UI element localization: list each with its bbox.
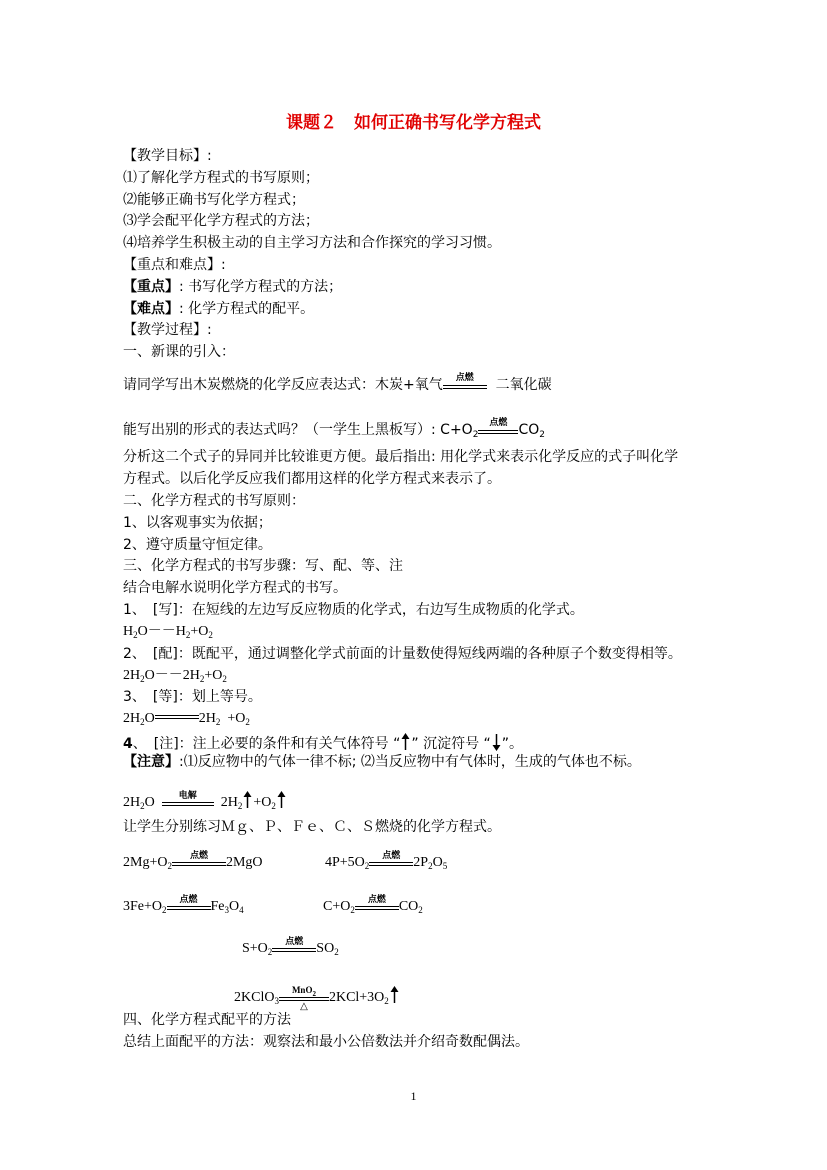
section3-heading: 三、化学方程式的书写步骤：写、配、等、注 — [123, 558, 403, 574]
objective-item: ⑷培养学生积极主动的自主学习方法和合作探究的学习习惯。 — [123, 235, 501, 251]
condition-label: 点燃 — [285, 936, 304, 946]
electrolysis-sign — [162, 790, 214, 806]
analysis-line: 分析这二个式子的异同并比较谁更方便。最后指出: 用化学式来表示化学反应的式子叫化学 — [123, 449, 679, 465]
step-balance: 2、 [配]：既配平，通过调整化学式前面的计量数使得短线两端的各种原子个数变得相等。 — [123, 646, 682, 662]
condition-label: 点燃 — [179, 894, 198, 904]
objective-item: ⑴了解化学方程式的书写原则； — [123, 170, 319, 186]
condition-label: 点燃 — [489, 418, 508, 428]
process-header: 【教学过程】: — [123, 322, 212, 338]
practice-line: 让学生分别练习Ｍｇ、Ｐ、Ｆｅ、Ｃ、Ｓ燃烧的化学方程式。 — [123, 819, 501, 835]
condition-label: 点燃 — [382, 850, 401, 860]
objective-item: ⑶学会配平化学方程式的方法； — [123, 213, 319, 229]
key-header: 【重点和难点】: — [123, 257, 226, 273]
condition-label: 点燃 — [189, 850, 208, 860]
section1-heading: 一、新课的引入： — [123, 344, 235, 360]
equation-step1: $H_2O--H_2+O_2$ — [123, 624, 213, 640]
step-annotate-text-a: 、 [注]：注上必要的条件和有关气体符号 “ — [132, 736, 401, 752]
key-difficulty-text: : 化学方程式的配平。 — [179, 301, 315, 317]
equation-mg: $2Mg+O_2$ 点燃 2MgO — [123, 850, 263, 871]
word-equation-text: 请同学写出木炭燃烧的化学反应表达式：木炭+氧气 — [123, 377, 443, 393]
section2-heading: 二、化学方程式的书写原则： — [123, 493, 305, 509]
arrow-up-icon — [390, 986, 399, 1004]
heat-label: △ — [300, 1001, 308, 1012]
condition-label: 点燃 — [455, 373, 474, 383]
section4-summary: 总结上面配平的方法：观察法和最小公倍数法并介绍奇数配偶法。 — [123, 1034, 529, 1050]
page-title: 课题２ 如何正确书写化学方程式 — [286, 113, 541, 133]
ignite-sign — [172, 850, 226, 866]
key-point — [123, 279, 342, 295]
equal-sign — [155, 714, 199, 719]
symbol-equation-product: CO — [518, 422, 540, 438]
equation-s: $S+O_2$ 点燃 $SO_2$ — [242, 936, 339, 957]
equation-step2: $2H_2O--2H_2+O_2$ — [123, 668, 227, 684]
ignite-sign — [272, 936, 316, 952]
key-difficulty — [123, 301, 314, 317]
principle-item: 1、以客观事实为依据； — [123, 515, 272, 531]
ignite-sign — [355, 894, 399, 910]
note-label: 【注意】 — [123, 754, 179, 770]
step-annotate-text-c: ”。 — [501, 736, 524, 752]
ignite-sign — [369, 850, 413, 866]
note-text: :⑴反应物中的气体一律不标; ⑵当反应物中有气体时，生成的气体也不标。 — [179, 754, 641, 770]
equation-kclo3: 2KClO$_3$ MnO$_2$ △ $2KCl+3O_2$ — [234, 986, 400, 1006]
key-difficulty-label: 【难点】 — [123, 301, 179, 317]
step-annotate-text-b: ” 沉淀符号 “ — [411, 736, 491, 752]
section4-heading: 四、化学方程式配平的方法 — [123, 1012, 291, 1028]
ignite-sign — [478, 418, 518, 434]
arrow-up-icon — [277, 791, 286, 809]
condition-label: 点燃 — [367, 894, 386, 904]
principle-item: 2、遵守质量守恒定律。 — [123, 537, 272, 553]
catalyst-label: MnO$_2$ — [291, 985, 316, 998]
ignite-sign — [167, 894, 211, 910]
step-annotate — [123, 733, 523, 752]
step-equal: 3、 [等]：划上等号。 — [123, 689, 262, 705]
objectives-header: 【教学目标】: — [123, 148, 212, 164]
equation-p: $4P+5O_2$ 点燃 $2P_2O_5$ — [325, 850, 448, 871]
key-point-label: 【重点】 — [123, 279, 179, 295]
step-annotate-number: 4 — [123, 736, 133, 752]
equation-step3: $2H_2O$ $2H_2 +O_2$ — [123, 711, 250, 727]
analysis-line: 方程式。以后化学反应我们都用这样的化学方程式来表示了。 — [123, 471, 501, 487]
section3-intro: 结合电解水说明化学方程式的书写。 — [123, 580, 347, 596]
note-line — [123, 754, 641, 770]
ignite-sign — [443, 373, 487, 389]
word-equation-product: 二氧化碳 — [495, 377, 552, 393]
arrow-down-icon — [492, 733, 501, 751]
equation-fe: $3Fe+O_2$ 点燃 $Fe_3O_4$ — [123, 894, 244, 915]
equation-c: $C+O_2$ 点燃 $CO_2$ — [323, 894, 423, 915]
condition-label: 电解 — [178, 790, 197, 800]
step-write: 1、 [写]：在短线的左边写反应物质的化学式，右边写生成物质的化学式。 — [123, 602, 584, 618]
page-number: 1 — [410, 1089, 417, 1103]
equation-electrolysis: $2H_2O$ 电解 $2H_2 +O_2$ — [123, 791, 287, 811]
arrow-up-icon — [401, 733, 410, 751]
word-equation — [123, 373, 552, 393]
symbol-equation-text: 能写出别的形式的表达式吗？（一学生上黑板写）: C+O — [123, 422, 473, 438]
arrow-up-icon — [243, 791, 252, 809]
key-point-text: : 书写化学方程式的方法； — [179, 279, 343, 295]
objective-item: ⑵能够正确书写化学方程式； — [123, 192, 305, 208]
catalyst-sign — [279, 985, 329, 1012]
symbol-equation: 能写出别的形式的表达式吗？（一学生上黑板写）: $C+O_2$ 点燃 $CO_2$ — [123, 418, 545, 440]
